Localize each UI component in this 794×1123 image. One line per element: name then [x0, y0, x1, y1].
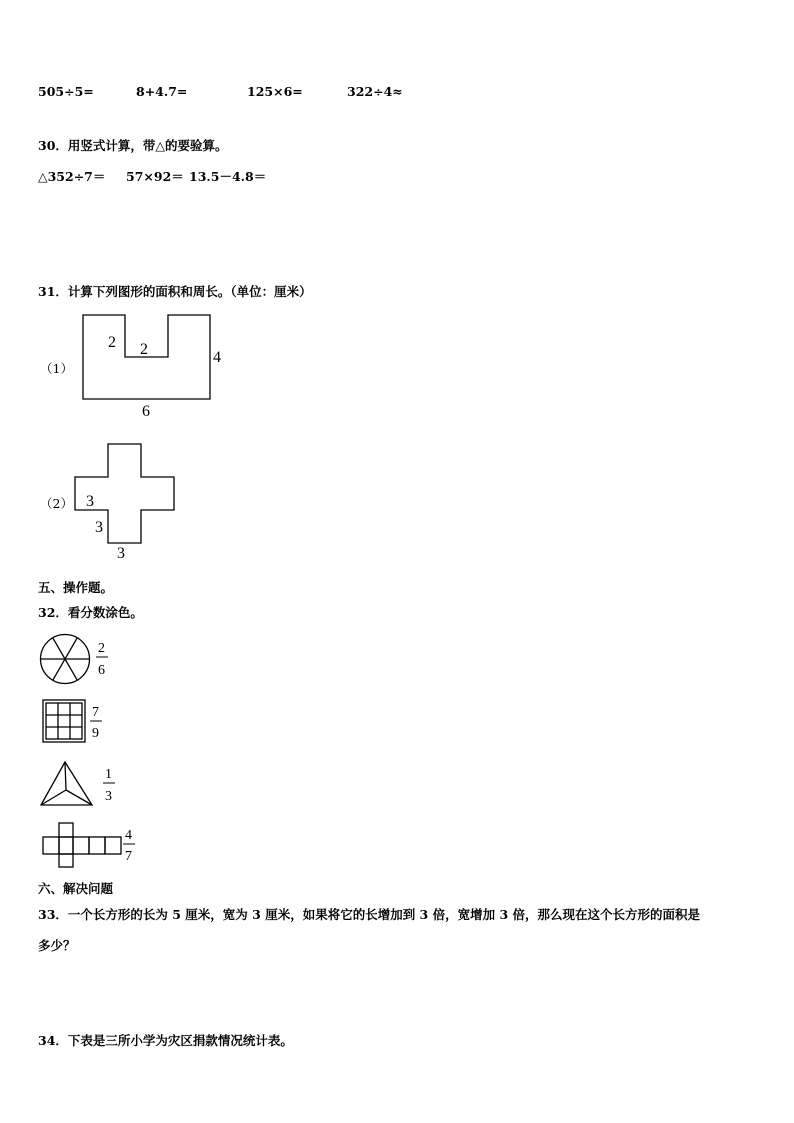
- q31-title: 31．计算下列图形的面积和周长。（单位：厘米）: [38, 284, 312, 299]
- fraction-denominator: 3: [105, 789, 112, 804]
- cross-shape-bottom-label: 3: [117, 545, 125, 562]
- fraction-numerator: 7: [92, 705, 99, 720]
- q30-expr-2: 57×92＝: [126, 169, 184, 184]
- q32-title: 32．看分数涂色。: [38, 605, 143, 620]
- u-shape-height-label: 4: [213, 349, 221, 366]
- net-square: [89, 837, 105, 854]
- triangle-divider: [65, 762, 66, 790]
- q29-expr-2: 8+4.7=: [136, 84, 188, 99]
- q30-title: 30．用竖式计算，带△的要验算。: [38, 138, 228, 153]
- net-square: [59, 837, 73, 854]
- q33-line-1: 33．一个长方形的长为 5 厘米，宽为 3 厘米，如果将它的长增加到 3 倍，宽增加 3 倍，那么现在这个长方形的面积是: [38, 907, 701, 922]
- q31-figure1-tag: （1）: [40, 361, 73, 376]
- u-shape-notch-width-label: 2: [140, 341, 148, 358]
- q34-title: 34．下表是三所小学为灾区捐款情况统计表。: [38, 1033, 293, 1048]
- q31-figure2-tag: （2）: [40, 496, 73, 511]
- fraction-denominator: 6: [98, 663, 105, 678]
- q33-line-2: 多少？: [38, 938, 76, 953]
- fraction-numerator: 4: [125, 828, 132, 843]
- fraction-numerator: 2: [98, 641, 105, 656]
- net-square: [105, 837, 121, 854]
- q31-figure1-u-shape: [70, 305, 240, 423]
- section-6-title: 六、解决问题: [38, 881, 114, 896]
- q30-expr-1: △352÷7＝: [38, 169, 106, 184]
- q29-expr-4: 322÷4≈: [347, 84, 403, 99]
- q29-expr-1: 505÷5=: [38, 84, 94, 99]
- fraction-denominator: 7: [125, 849, 132, 864]
- u-shape-notch-depth-label: 2: [108, 334, 116, 351]
- q31-figure2-cross-shape: [70, 440, 185, 565]
- triangle-divider: [66, 790, 92, 805]
- net-square: [43, 837, 59, 854]
- grid-outline: [43, 700, 85, 742]
- u-shape-width-label: 6: [142, 403, 150, 420]
- triangle-outline: [41, 762, 92, 805]
- q30-expr-3: 13.5－4.8＝: [189, 169, 267, 184]
- cross-shape-side-label: 3: [95, 519, 103, 536]
- fraction-numerator: 1: [105, 767, 112, 782]
- q32-triangle-thirds: [38, 758, 118, 810]
- net-square: [73, 837, 89, 854]
- q32-grid-3x3: [38, 698, 118, 748]
- net-square: [59, 823, 73, 837]
- q32-circle-sixths: [38, 632, 118, 688]
- fraction-denominator: 9: [92, 726, 99, 741]
- cross-shape-arm-label: 3: [86, 493, 94, 510]
- grid-inner-outline: [46, 703, 82, 739]
- q29-expr-3: 125×6=: [247, 84, 303, 99]
- q32-cube-net: [38, 820, 148, 870]
- section-5-title: 五、操作题。: [38, 580, 114, 595]
- net-square: [59, 854, 73, 867]
